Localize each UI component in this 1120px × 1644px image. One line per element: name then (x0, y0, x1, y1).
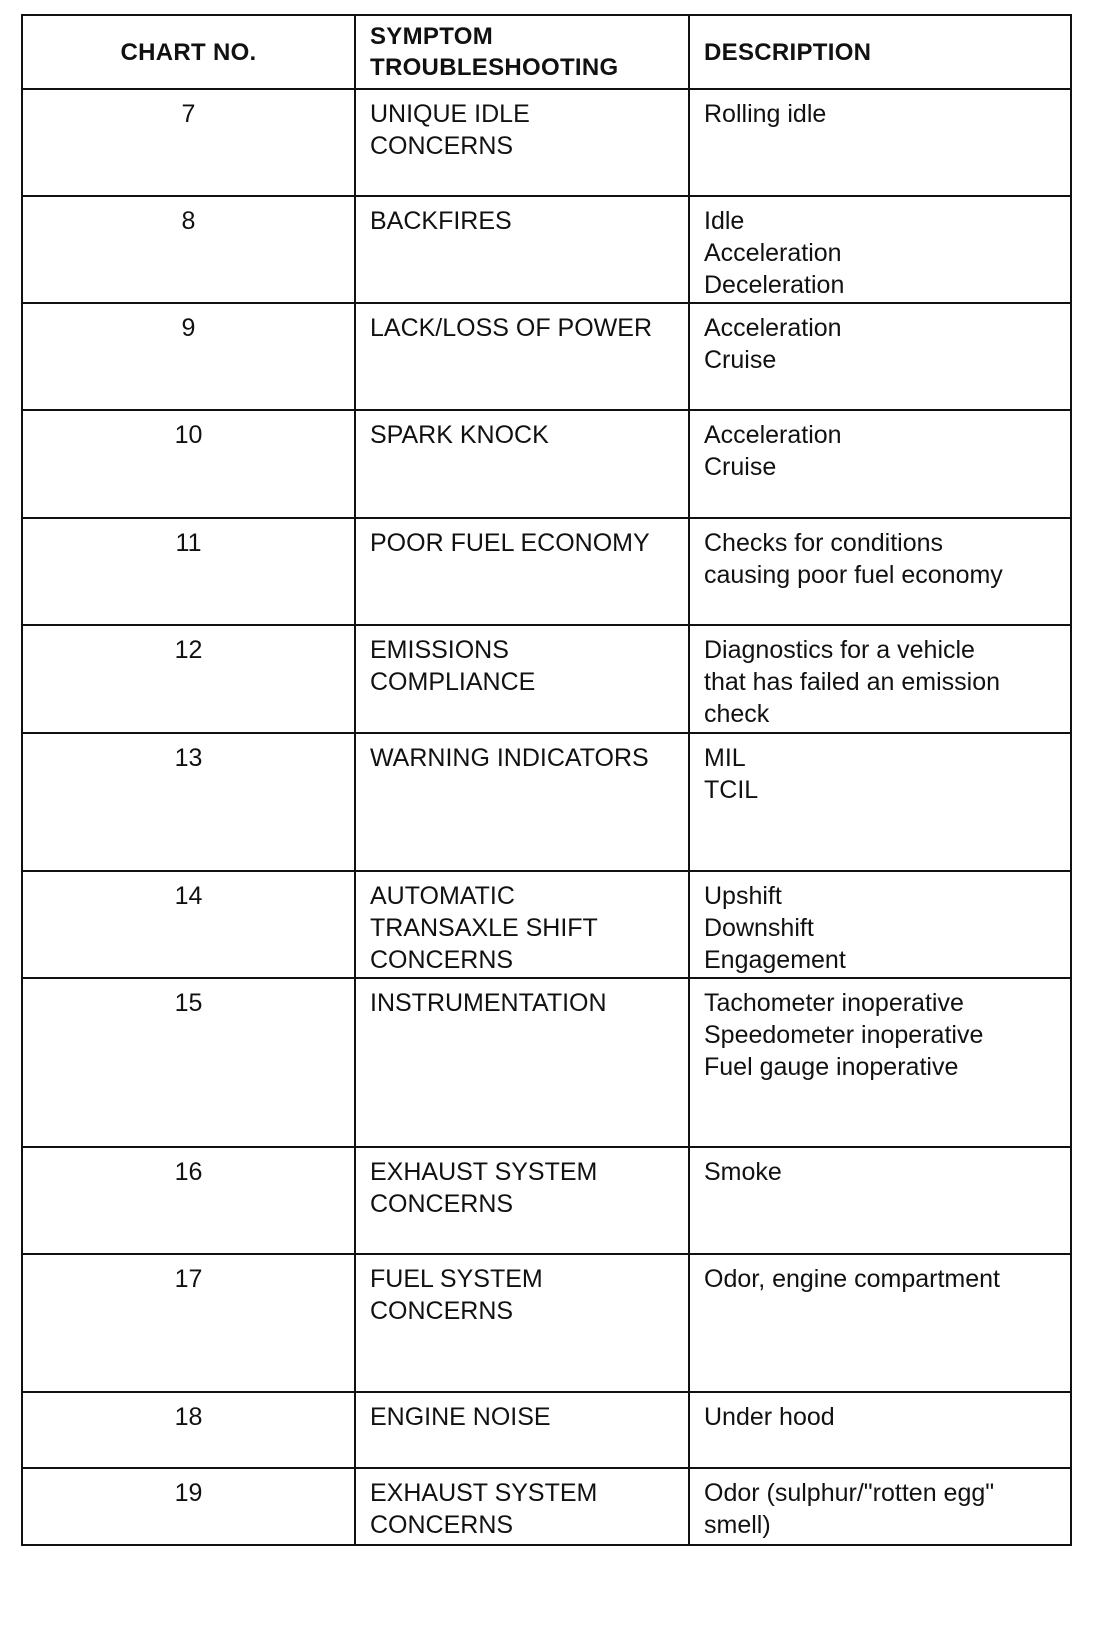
table-row (22, 1392, 1071, 1468)
symptom-text: UNIQUE IDLE (370, 100, 530, 128)
description-text: Engagement (704, 946, 846, 974)
table-row (22, 196, 1071, 303)
description-text: Under hood (704, 1403, 835, 1431)
header-symptom (355, 15, 689, 89)
chart-no-cell (22, 733, 355, 871)
symptom-cell (355, 733, 689, 871)
chart-no: 12 (174, 636, 203, 664)
description-text: Acceleration (704, 314, 842, 342)
chart-no: 19 (174, 1479, 203, 1507)
chart-no: 15 (174, 989, 203, 1017)
symptom-text: WARNING INDICATORS (370, 744, 649, 772)
description-text: Speedometer inoperative (704, 1021, 984, 1049)
description-text: Acceleration (704, 421, 842, 449)
description-text: MIL (704, 744, 746, 772)
header-symptom-line1: SYMPTOM (370, 23, 494, 50)
table-body (22, 89, 1071, 1545)
symptom-cell (355, 1254, 689, 1392)
symptom-text: CONCERNS (370, 1511, 514, 1539)
description-cell (689, 89, 1071, 196)
description-text: Cruise (704, 346, 777, 374)
symptom-cell (355, 625, 689, 733)
chart-no: 9 (181, 314, 196, 342)
description-cell (689, 196, 1071, 303)
chart-no-cell (22, 518, 355, 625)
description-text: Rolling idle (704, 100, 827, 128)
chart-no-cell (22, 410, 355, 518)
header-description-text: DESCRIPTION (704, 38, 872, 66)
chart-no: 16 (174, 1158, 203, 1186)
chart-no-cell (22, 1468, 355, 1545)
chart-no: 13 (174, 744, 203, 772)
header-description (689, 15, 1071, 89)
description-text: Smoke (704, 1158, 782, 1186)
symptom-cell (355, 410, 689, 518)
description-cell (689, 410, 1071, 518)
table-row (22, 871, 1071, 978)
header-row (22, 15, 1071, 89)
description-text: Cruise (704, 453, 777, 481)
chart-no: 7 (181, 100, 196, 128)
description-text: Idle (704, 207, 745, 235)
symptom-chart-table (21, 14, 1072, 1546)
description-text: Diagnostics for a vehicle (704, 636, 975, 664)
symptom-cell (355, 303, 689, 410)
symptom-cell (355, 89, 689, 196)
symptom-text: POOR FUEL ECONOMY (370, 529, 650, 557)
symptom-text: EXHAUST SYSTEM (370, 1158, 598, 1186)
description-cell (689, 1468, 1071, 1545)
description-text: Tachometer inoperative (704, 989, 964, 1017)
symptom-text: BACKFIRES (370, 207, 512, 235)
chart-no-cell (22, 1392, 355, 1468)
symptom-text: CONCERNS (370, 946, 514, 974)
symptom-cell (355, 1147, 689, 1254)
symptom-text: INSTRUMENTATION (370, 989, 607, 1017)
description-cell (689, 1147, 1071, 1254)
symptom-cell (355, 1468, 689, 1545)
description-cell (689, 978, 1071, 1147)
header-chart-no-text: CHART NO. (120, 38, 257, 66)
symptom-text: CONCERNS (370, 132, 514, 160)
symptom-cell (355, 1392, 689, 1468)
symptom-text: TRANSAXLE SHIFT (370, 914, 598, 942)
header-symptom-line2: TROUBLESHOOTING (370, 54, 619, 81)
symptom-text: EXHAUST SYSTEM (370, 1479, 598, 1507)
description-text: smell) (704, 1511, 771, 1539)
symptom-cell (355, 518, 689, 625)
symptom-text: ENGINE NOISE (370, 1403, 551, 1431)
chart-no-cell (22, 89, 355, 196)
description-cell (689, 625, 1071, 733)
chart-no: 17 (174, 1265, 203, 1293)
table-row (22, 89, 1071, 196)
table-row (22, 733, 1071, 871)
description-text: check (704, 700, 770, 728)
symptom-text: EMISSIONS (370, 636, 509, 664)
table-row (22, 410, 1071, 518)
table-row (22, 518, 1071, 625)
table-row (22, 303, 1071, 410)
symptom-text: COMPLIANCE (370, 668, 536, 696)
description-text: Checks for conditions (704, 529, 944, 557)
chart-no-cell (22, 303, 355, 410)
chart-no-cell (22, 978, 355, 1147)
chart-no-cell (22, 625, 355, 733)
symptom-text: SPARK KNOCK (370, 421, 549, 449)
description-cell (689, 871, 1071, 978)
description-text: Fuel gauge inoperative (704, 1053, 959, 1081)
description-text: Acceleration (704, 239, 842, 267)
header-chart-no (22, 15, 355, 89)
description-cell (689, 518, 1071, 625)
symptom-text: CONCERNS (370, 1190, 514, 1218)
table-row (22, 1468, 1071, 1545)
description-cell (689, 1392, 1071, 1468)
chart-no: 14 (174, 882, 203, 910)
chart-no-cell (22, 1254, 355, 1392)
chart-no: 11 (175, 529, 202, 557)
table-row (22, 1147, 1071, 1254)
description-cell (689, 303, 1071, 410)
description-cell (689, 1254, 1071, 1392)
description-text: Deceleration (704, 271, 845, 299)
chart-no: 8 (181, 207, 196, 235)
description-text: that has failed an emission (704, 668, 1001, 696)
description-text: Odor, engine compartment (704, 1265, 1000, 1293)
chart-no: 18 (174, 1403, 203, 1431)
description-text: causing poor fuel economy (704, 561, 1003, 589)
symptom-text: LACK/LOSS OF POWER (370, 314, 653, 342)
chart-no-cell (22, 196, 355, 303)
chart-no-cell (22, 871, 355, 978)
table-row (22, 978, 1071, 1147)
description-cell (689, 733, 1071, 871)
description-text: Upshift (704, 882, 782, 910)
table-row (22, 625, 1071, 733)
symptom-text: AUTOMATIC (370, 882, 515, 910)
table-row (22, 1254, 1071, 1392)
description-text: Odor (sulphur/"rotten egg" (704, 1479, 995, 1507)
symptom-text: FUEL SYSTEM (370, 1265, 543, 1293)
description-text: TCIL (704, 776, 759, 804)
symptom-cell (355, 871, 689, 978)
symptom-text: CONCERNS (370, 1297, 514, 1325)
symptom-cell (355, 978, 689, 1147)
chart-no: 10 (174, 421, 203, 449)
chart-no-cell (22, 1147, 355, 1254)
description-text: Downshift (704, 914, 814, 942)
symptom-cell (355, 196, 689, 303)
